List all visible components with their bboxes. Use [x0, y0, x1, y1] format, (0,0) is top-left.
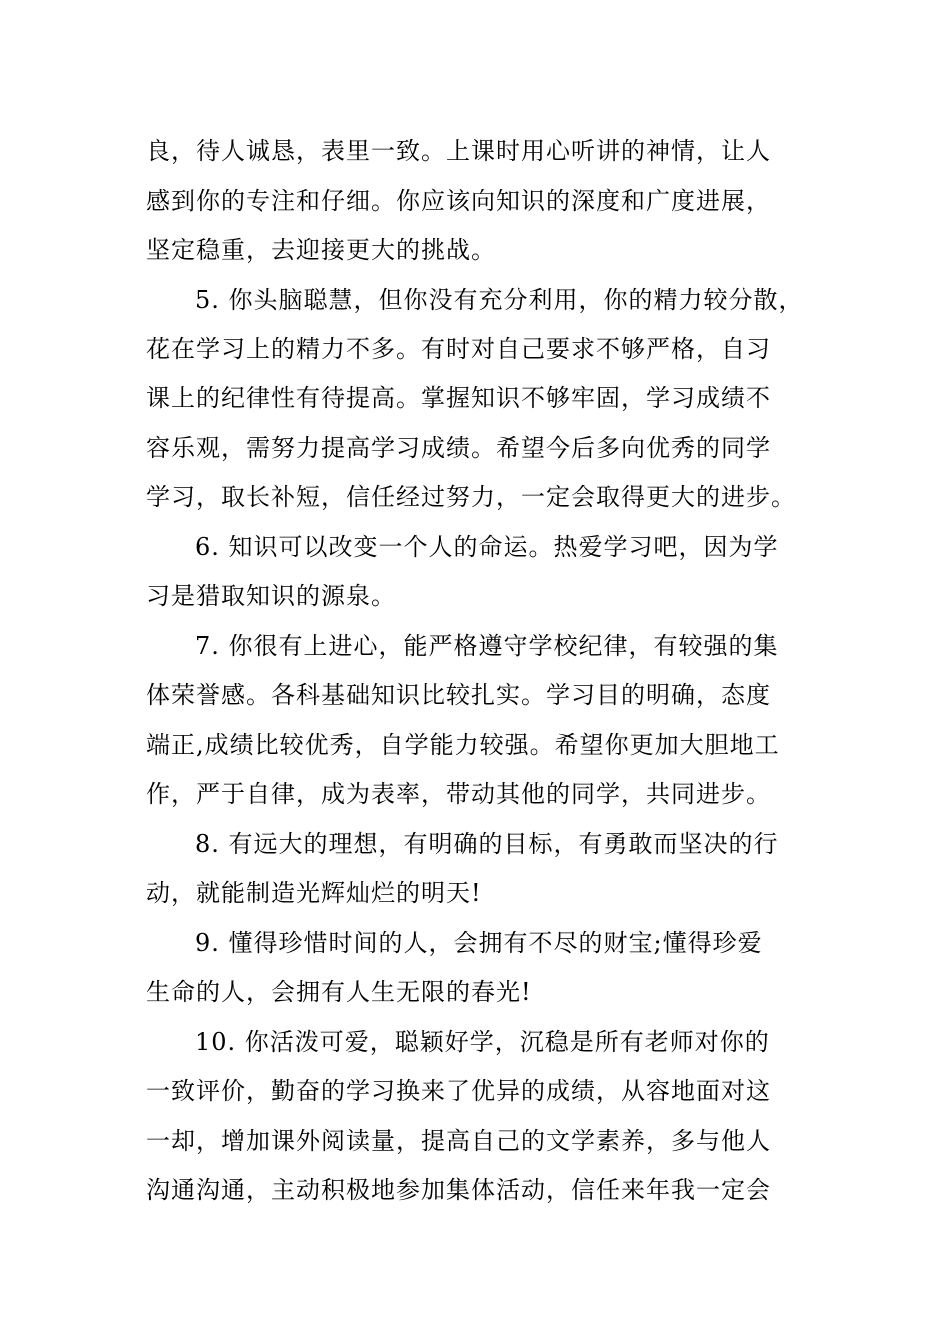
text-line: 9. 懂得珍惜时间的人，会拥有不尽的财宝;懂得珍爱 — [195, 929, 763, 957]
text-line: 5. 你头脑聪慧，但你没有充分利用，你的精力较分散， — [195, 286, 804, 314]
text-line: 8. 有远大的理想，有明确的目标，有勇敢而坚决的行 — [195, 830, 779, 858]
text-line: 7. 你很有上进心，能严格遵守学校纪律，有较强的集 — [195, 632, 779, 660]
text-line: 花在学习上的精力不多。有时对自己要求不够严格，自习 — [146, 335, 771, 363]
text-line: 10. 你活泼可爱，聪颖好学，沉稳是所有老师对你的 — [195, 1028, 770, 1056]
text-line: 坚定稳重，去迎接更大的挑战。 — [146, 236, 496, 264]
text-line: 动，就能制造光辉灿烂的明天! — [146, 879, 482, 907]
text-line: 容乐观，需努力提高学习成绩。希望今后多向优秀的同学 — [146, 434, 771, 462]
text-line: 端正,成绩比较优秀，自学能力较强。希望你更加大胆地工 — [146, 731, 780, 759]
text-line: 感到你的专注和仔细。你应该向知识的深度和广度进展， — [146, 187, 771, 215]
text-line: 作，严于自律，成为表率，带动其他的同学，共同进步。 — [146, 780, 771, 808]
text-line: 沟通沟通，主动积极地参加集体活动，信任来年我一定会 — [146, 1176, 771, 1204]
text-line: 体荣誉感。各科基础知识比较扎实。学习目的明确，态度 — [146, 681, 771, 709]
text-line: 一却，增加课外阅读量，提高自己的文学素养，多与他人 — [146, 1127, 771, 1155]
text-line: 6. 知识可以改变一个人的命运。热爱学习吧，因为学 — [195, 533, 779, 561]
text-line: 生命的人，会拥有人生无限的春光! — [146, 978, 532, 1006]
text-line: 学习，取长补短，信任经过努力，一定会取得更大的进步。 — [146, 483, 796, 511]
text-line: 课上的纪律性有待提高。掌握知识不够牢固，学习成绩不 — [146, 384, 771, 412]
text-line: 习是猎取知识的源泉。 — [146, 582, 396, 610]
text-line: 良，待人诚恳，表里一致。上课时用心听讲的神情，让人 — [146, 137, 771, 165]
text-line: 一致评价，勤奋的学习换来了优异的成绩，从容地面对这 — [146, 1077, 771, 1105]
